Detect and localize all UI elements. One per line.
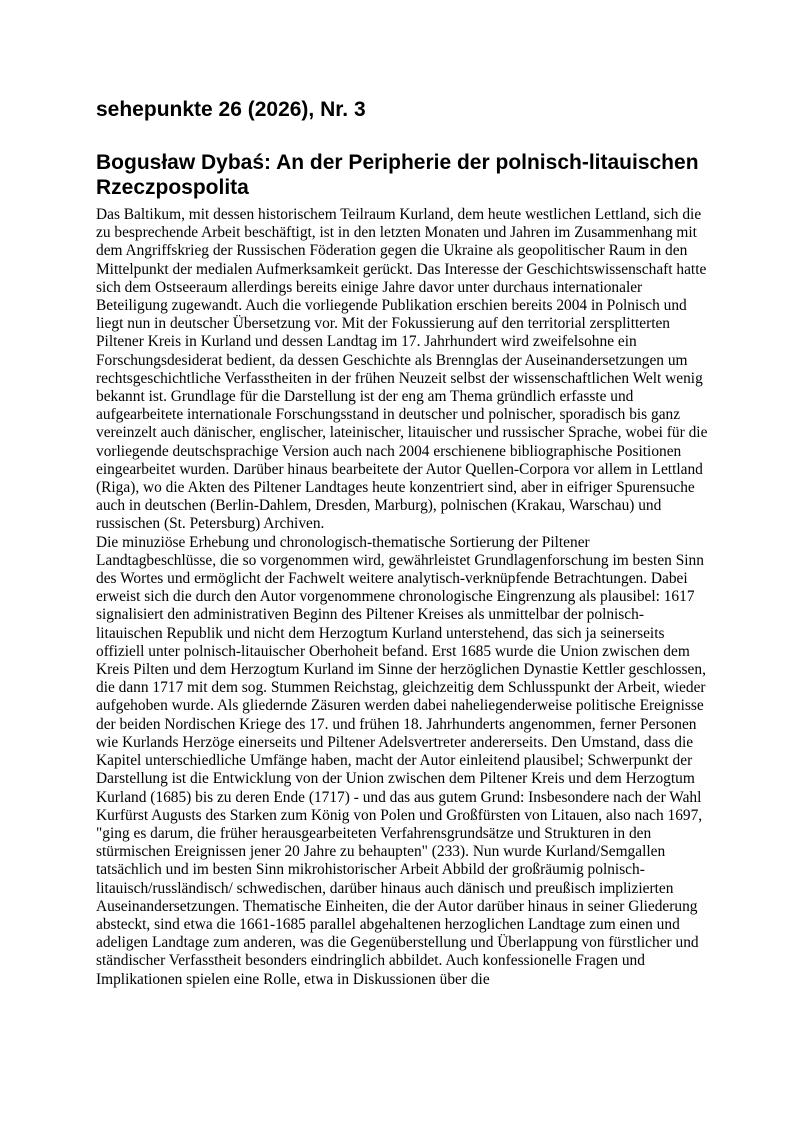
article-title: Bogusław Dybaś: An der Peripherie der polnisch-litauischen Rzeczpospolita	[96, 151, 699, 199]
journal-issue-heading: sehepunkte 26 (2026), Nr. 3	[96, 98, 366, 121]
body-paragraph-2: Die minuziöse Erhebung und chronologisch-thematische Sortierung der Piltener Landtagbeschlüsse, die so vorgenommen wird, gewährleistet Grundlagenforschung im besten Sinn des Wortes und ermöglicht der Fachwelt weitere analytisch-verknüpfende Betrachtungen. Dabei erweist sich die durch den Autor vorgenommene chronologische Eingrenzung als plausibel: 1617 signalisiert den administrativen Beginn des Piltener Kreises als unmittelbar der polnisch-litauischen Republik und nicht dem Herzogtum Kurland unterstehend, das sich ja seinerseits offiziell unter polnisch-litauischer Oberhoheit befand. Erst 1685 wurde die Union zwischen dem Kreis Pilten und dem Herzogtum Kurland im Sinne der herzöglichen Dynastie Kettler geschlossen, die dann 1717 mit dem sog. Stummen Reichstag, gleichzeitig dem Schlusspunkt der Arbeit, wieder aufgehoben wurde. Als gliedernde Zäsuren werden dabei naheliegenderweise politische Ereignisse der beiden Nordischen Kriege des 17. und frühen 18. Jahrhunderts angenommen, ferner Personen wie Kurlands Herzöge einerseits und Piltener Adelsvertreter andererseits. Den Umstand, dass die Kapitel unterschiedliche Umfänge haben, macht der Autor einleitend plausibel; Schwerpunkt der Darstellung ist die Entwicklung von der Union zwischen dem Piltener Kreis und dem Herzogtum Kurland (1685) bis zu deren Ende (1717) - und das aus gutem Grund: Insbesondere nach der Wahl Kurfürst Augusts des Starken zum König von Polen und Großfürsten von Litauen, also nach 1697, "ging es darum, die früher herausgearbeiteten Verfahrensgrundsätze und Strukturen in den stürmischen Ereignissen jener 20 Jahre zu behaupten" (233). Nun wurde Kurland/Semgallen tatsächlich und im besten Sinn mikrohistorischer Arbeit Abbild der großräumig polnisch-litauisch/russländisch/ schwedischen, darüber hinaus auch dänisch und preußisch implizierten Auseinandersetzungen. Thematische Einheiten, die der Autor darüber hinaus in seiner Gliederung absteckt, sind etwa die 1661-1685 parallel abgehaltenen herzoglichen Landtage zum einen und adeligen Landtage zum anderen, was die Gegenüberstellung und Überlappung von fürstlicher und ständischer Verfasstheit besonders eindringlich abbildet. Auch konfessionelle Fragen und Implikationen spielen eine Rolle, etwa in Diskussionen über die	[96, 533, 706, 988]
body-paragraph-1: Das Baltikum, mit dessen historischem Teilraum Kurland, dem heute westlichen Lettland, sich die zu besprechende Arbeit beschäftigt, ist in den letzten Monaten und Jahren im Zusammenhang mit dem Angriffskrieg der Russischen Föderation gegen die Ukraine als geopolitischer Raum in den Mittelpunkt der medialen Aufmerksamkeit gerückt. Das Interesse der Geschichtswissenschaft hatte sich dem Ostseeraum allerdings bereits einige Jahre davor unter durchaus internationaler Beteiligung zugewandt. Auch die vorliegende Publikation erschien bereits 2004 in Polnisch und liegt nun in deutscher Übersetzung vor. Mit der Fokussierung auf den territorial zersplitterten Piltener Kreis in Kurland und dessen Landtag im 17. Jahrhundert wird zweifelsohne ein Forschungsdesiderat bedient, da dessen Geschichte als Brennglas der Auseinandersetzungen um rechtsgeschichtliche Verfasstheiten in der frühen Neuzeit selbst der wissenschaftlichen Welt wenig bekannt ist. Grundlage für die Darstellung ist der eng am Thema gründlich erfasste und aufgearbeitete internationale Forschungsstand in deutscher und polnischer, sporadisch bis ganz vereinzelt auch dänischer, englischer, lateinischer, litauischer und russischer Sprache, wobei für die vorliegende deutschsprachige Version auch nach 2004 erschienene bibliographische Positionen eingearbeitet wurden. Darüber hinaus bearbeitete der Autor Quellen-Corpora vor allem in Lettland (Riga), wo die Akten des Piltener Landtages heute konzentriert sind, aber in eifriger Spurensuche auch in deutschen (Berlin-Dahlem, Dresden, Marburg), polnischen (Krakau, Warschau) und russischen (St. Petersburg) Archiven.	[96, 206, 708, 533]
article-body	[96, 206, 708, 989]
